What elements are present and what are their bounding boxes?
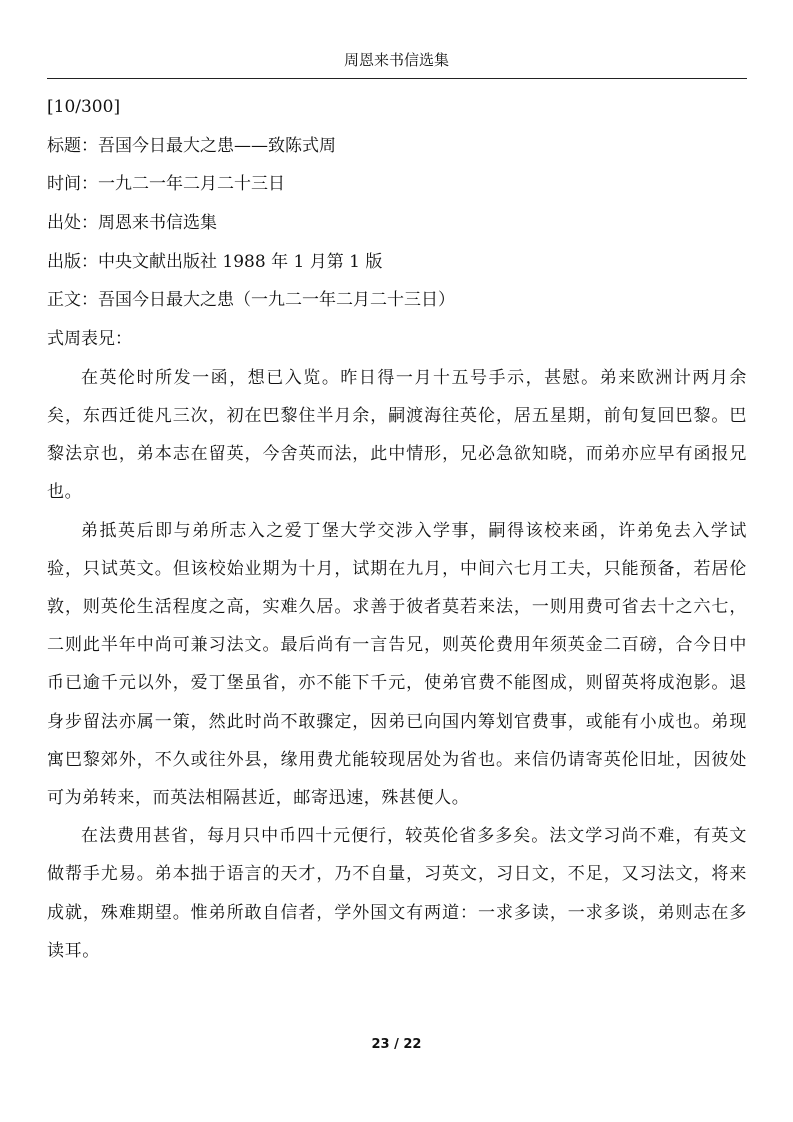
record-index: [10/300]: [47, 97, 121, 117]
document-body: [47, 88, 747, 970]
meta-publisher: 出版：中央文献出版社 1988 年 1 月第 1 版: [47, 251, 383, 272]
letter-paragraph: 弟抵英后即与弟所志入之爱丁堡大学交涉入学事，嗣得该校来函，许弟免去入学试验，只试英文。但该校始业期为十月，试期在九月，中间六七月工夫，只能预备，若居伦敦，则英伦生活程度之高，实难久居。求善于彼者莫若来法，一则用费可省去十之六七，二则此半年中尚可兼习法文。最后尚有一言告兄，则英伦费用年须英金二百磅，合今日中币已逾千元以外，爱丁堡虽省，亦不能下千元，使弟官费不能图成，则留英将成泡影。退身步留法亦属一策，然此时尚不敢骤定，因弟已向国内筹划官费事，或能有小成也。弟现寓巴黎郊外，不久或往外县，缘用费尤能较现居处为省也。来信仍请寄英伦旧址，因彼处可为弟转来，而英法相隔甚近，邮寄迅速，殊甚便人。: [47, 520, 747, 809]
meta-time: 时间：一九二一年二月二十三日: [47, 174, 285, 195]
page-number: 23 / 22: [371, 1037, 422, 1052]
meta-body-heading: 正文：吾国今日最大之患（一九二一年二月二十三日）: [47, 290, 455, 311]
letter-paragraph: 在英伦时所发一函，想已入览。昨日得一月十五号手示，甚慰。弟来欧洲计两月余矣，东西迁徙凡三次，初在巴黎住半月余，嗣渡海往英伦，居五星期，前旬复回巴黎。巴黎法京也，弟本志在留英，今舍英而法，此中情形，兄必急欲知晓，而弟亦应早有函报兄也。: [47, 367, 747, 503]
meta-source: 出处：周恩来书信选集: [47, 213, 217, 234]
meta-title: 标题：吾国今日最大之患——致陈式周: [47, 135, 336, 156]
letter-salutation: 式周表兄：: [47, 329, 132, 350]
letter-paragraph: 在法费用甚省，每月只中币四十元便行，较英伦省多多矣。法文学习尚不难，有英文做帮手尤易。弟本拙于语言的天才，乃不自量，习英文，习日文，不足，又习法文，将来成就，殊难期望。惟弟所敢自信者，学外国文有两道：一求多读，一求多谈，弟则志在多读耳。: [47, 826, 747, 961]
header-rule: [47, 78, 747, 79]
running-header-title: 周恩来书信选集: [343, 51, 449, 69]
